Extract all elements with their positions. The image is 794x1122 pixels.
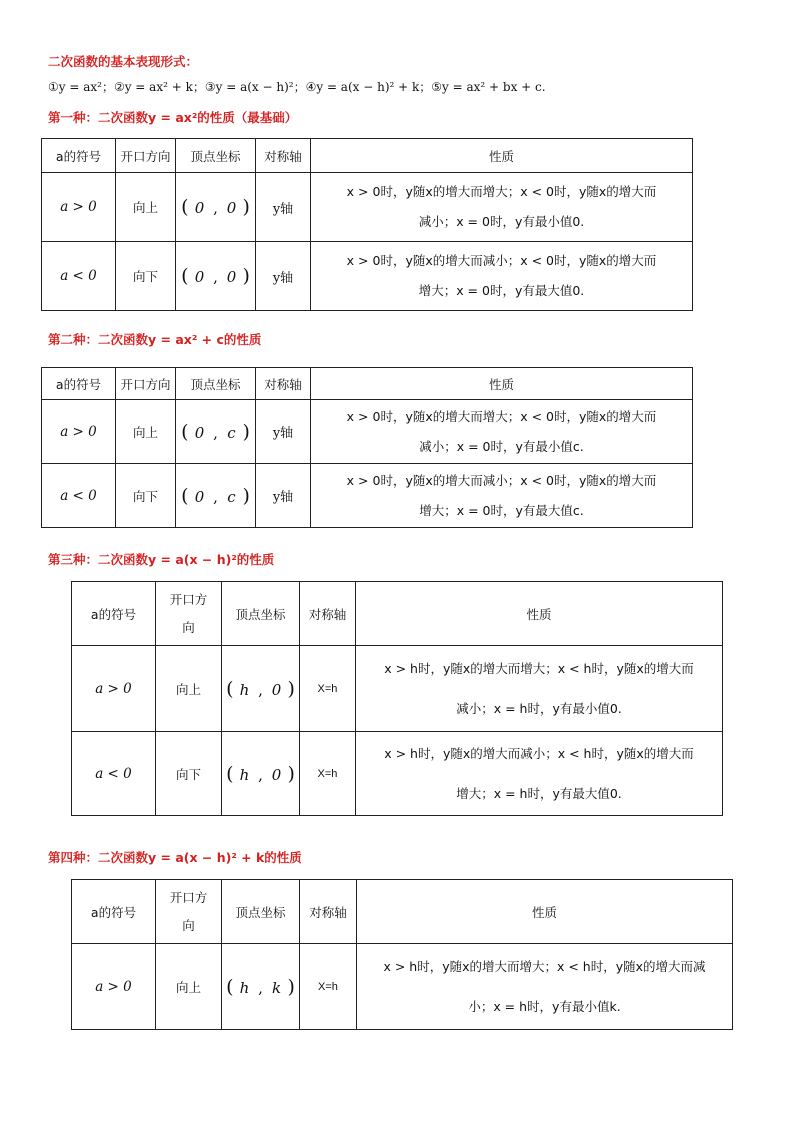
header-vertex: 顶点坐标	[176, 368, 256, 400]
vertex-y: k	[271, 978, 282, 997]
vertex-cell: ( 0 , 0 )	[176, 173, 256, 242]
property-line-2: 增大；x = 0时，y有最大值c.	[419, 502, 584, 518]
vertex-cell: ( 0 , 0 )	[176, 242, 256, 311]
section2-table	[41, 367, 693, 528]
axis-cell: y轴	[256, 400, 311, 464]
axis-cell: y轴	[256, 242, 311, 311]
vertex-x: h	[239, 765, 250, 784]
vertex-x: h	[239, 680, 250, 699]
table-row	[72, 732, 723, 816]
property-line-1: x > h时，y随x的增大而增大；x < h时，y随x的增大而减	[383, 958, 706, 974]
property-line-2: 增大；x = h时，y有最大值0.	[456, 785, 622, 801]
axis-cell: X=h	[300, 646, 356, 732]
table-header-row	[42, 368, 693, 400]
property-line-1: x > 0时，y随x的增大而减小；x < 0时，y随x的增大而	[346, 253, 657, 268]
opening-cell: 向下	[116, 464, 176, 528]
axis-cell: y轴	[256, 173, 311, 242]
opening-cell: 向上	[116, 173, 176, 242]
section3-table	[71, 581, 723, 816]
property-cell	[311, 464, 693, 528]
header-sign: a的符号	[42, 368, 116, 400]
property-line-1: x > 0时，y随x的增大而增大；x < 0时，y随x的增大而	[346, 408, 657, 424]
property-line-2: 减小；x = 0时，y有最小值0.	[418, 214, 585, 229]
vertex-y: 0	[226, 199, 237, 217]
header-property: 性质	[357, 880, 733, 944]
vertex-cell: ( h , 0 )	[222, 646, 300, 732]
header-opening: 开口方向	[156, 880, 222, 944]
vertex-y: 0	[271, 680, 282, 699]
header-property: 性质	[311, 368, 693, 400]
table-header-row	[72, 880, 733, 944]
table-row	[72, 646, 723, 732]
vertex-x: 0	[194, 268, 205, 286]
vertex-cell: ( h , k )	[222, 944, 300, 1030]
axis-cell: X=h	[300, 944, 357, 1030]
vertex-x: 0	[194, 487, 205, 506]
header-sign: a的符号	[42, 139, 116, 173]
axis-cell: y轴	[256, 464, 311, 528]
sign-cell: a < 0	[42, 242, 116, 311]
section3-title: 第三种：二次函数y = a(x − h)²的性质	[48, 552, 275, 567]
vertex-cell: ( 0 , c )	[176, 464, 256, 528]
table-header-row	[42, 139, 693, 173]
vertex-y: 0	[271, 765, 282, 784]
table-header-row	[72, 582, 723, 646]
property-cell	[357, 944, 733, 1030]
sign-cell: a > 0	[42, 400, 116, 464]
property-line-1: x > h时，y随x的增大而减小；x < h时，y随x的增大而	[384, 745, 694, 761]
header-property: 性质	[356, 582, 723, 646]
opening-cell: 向下	[156, 732, 222, 816]
header-vertex: 顶点坐标	[222, 582, 300, 646]
header-sign: a的符号	[72, 582, 156, 646]
section4-title: 第四种：二次函数y = a(x − h)² + k的性质	[48, 850, 302, 865]
vertex-x: 0	[194, 423, 205, 442]
vertex-x: 0	[194, 199, 205, 217]
opening-cell: 向上	[156, 944, 222, 1030]
sign-cell: a > 0	[72, 646, 156, 732]
property-line-2: 增大；x = 0时，y有最大值0.	[418, 283, 585, 298]
property-cell	[311, 173, 693, 242]
vertex-cell: ( h , 0 )	[222, 732, 300, 816]
vertex-y: 0	[226, 268, 237, 286]
forms-line: ①y = ax²；②y = ax² + k；③y = a(x − h)²；④y = a(x − h)² + k；⑤y = ax² + bx + c.	[48, 80, 546, 94]
property-cell	[356, 646, 723, 732]
header-vertex: 顶点坐标	[176, 139, 256, 173]
header-sign: a的符号	[72, 880, 156, 944]
table-row	[42, 400, 693, 464]
vertex-y: c	[227, 423, 236, 442]
header-property: 性质	[311, 139, 693, 173]
header-opening: 开口方向	[156, 582, 222, 646]
property-line-2: 减小；x = h时，y有最小值0.	[456, 700, 622, 716]
table-row	[42, 242, 693, 311]
vertex-y: c	[227, 487, 236, 506]
property-line-2: 小；x = h时，y有最小值k.	[468, 998, 621, 1014]
intro-heading: 二次函数的基本表现形式：	[48, 54, 199, 69]
axis-cell: X=h	[300, 732, 356, 816]
header-vertex: 顶点坐标	[222, 880, 300, 944]
property-line-1: x > 0时，y随x的增大而增大；x < 0时，y随x的增大而	[346, 184, 657, 199]
section4-table	[71, 879, 733, 1030]
vertex-x: h	[239, 978, 250, 997]
header-axis: 对称轴	[256, 368, 311, 400]
property-cell	[356, 732, 723, 816]
section1-table	[41, 138, 693, 311]
opening-cell: 向下	[116, 242, 176, 311]
property-cell	[311, 242, 693, 311]
sign-cell: a < 0	[72, 732, 156, 816]
property-line-1: x > 0时，y随x的增大而减小；x < 0时，y随x的增大而	[346, 472, 657, 488]
sign-cell: a > 0	[72, 944, 156, 1030]
header-axis: 对称轴	[300, 880, 357, 944]
header-opening: 开口方向	[116, 139, 176, 173]
sign-cell: a > 0	[42, 173, 116, 242]
property-line-1: x > h时，y随x的增大而增大；x < h时，y随x的增大而	[384, 660, 694, 676]
property-line-2: 减小；x = 0时，y有最小值c.	[419, 438, 584, 454]
section2-title: 第二种：二次函数y = ax² + c的性质	[48, 332, 262, 347]
opening-cell: 向上	[116, 400, 176, 464]
section1-title: 第一种：二次函数y = ax²的性质（最基础）	[48, 110, 298, 125]
header-axis: 对称轴	[300, 582, 356, 646]
property-cell	[311, 400, 693, 464]
header-axis: 对称轴	[256, 139, 311, 173]
header-opening: 开口方向	[116, 368, 176, 400]
opening-cell: 向上	[156, 646, 222, 732]
table-row	[42, 464, 693, 528]
table-row	[72, 944, 733, 1030]
sign-cell: a < 0	[42, 464, 116, 528]
table-row	[42, 173, 693, 242]
vertex-cell: ( 0 , c )	[176, 400, 256, 464]
